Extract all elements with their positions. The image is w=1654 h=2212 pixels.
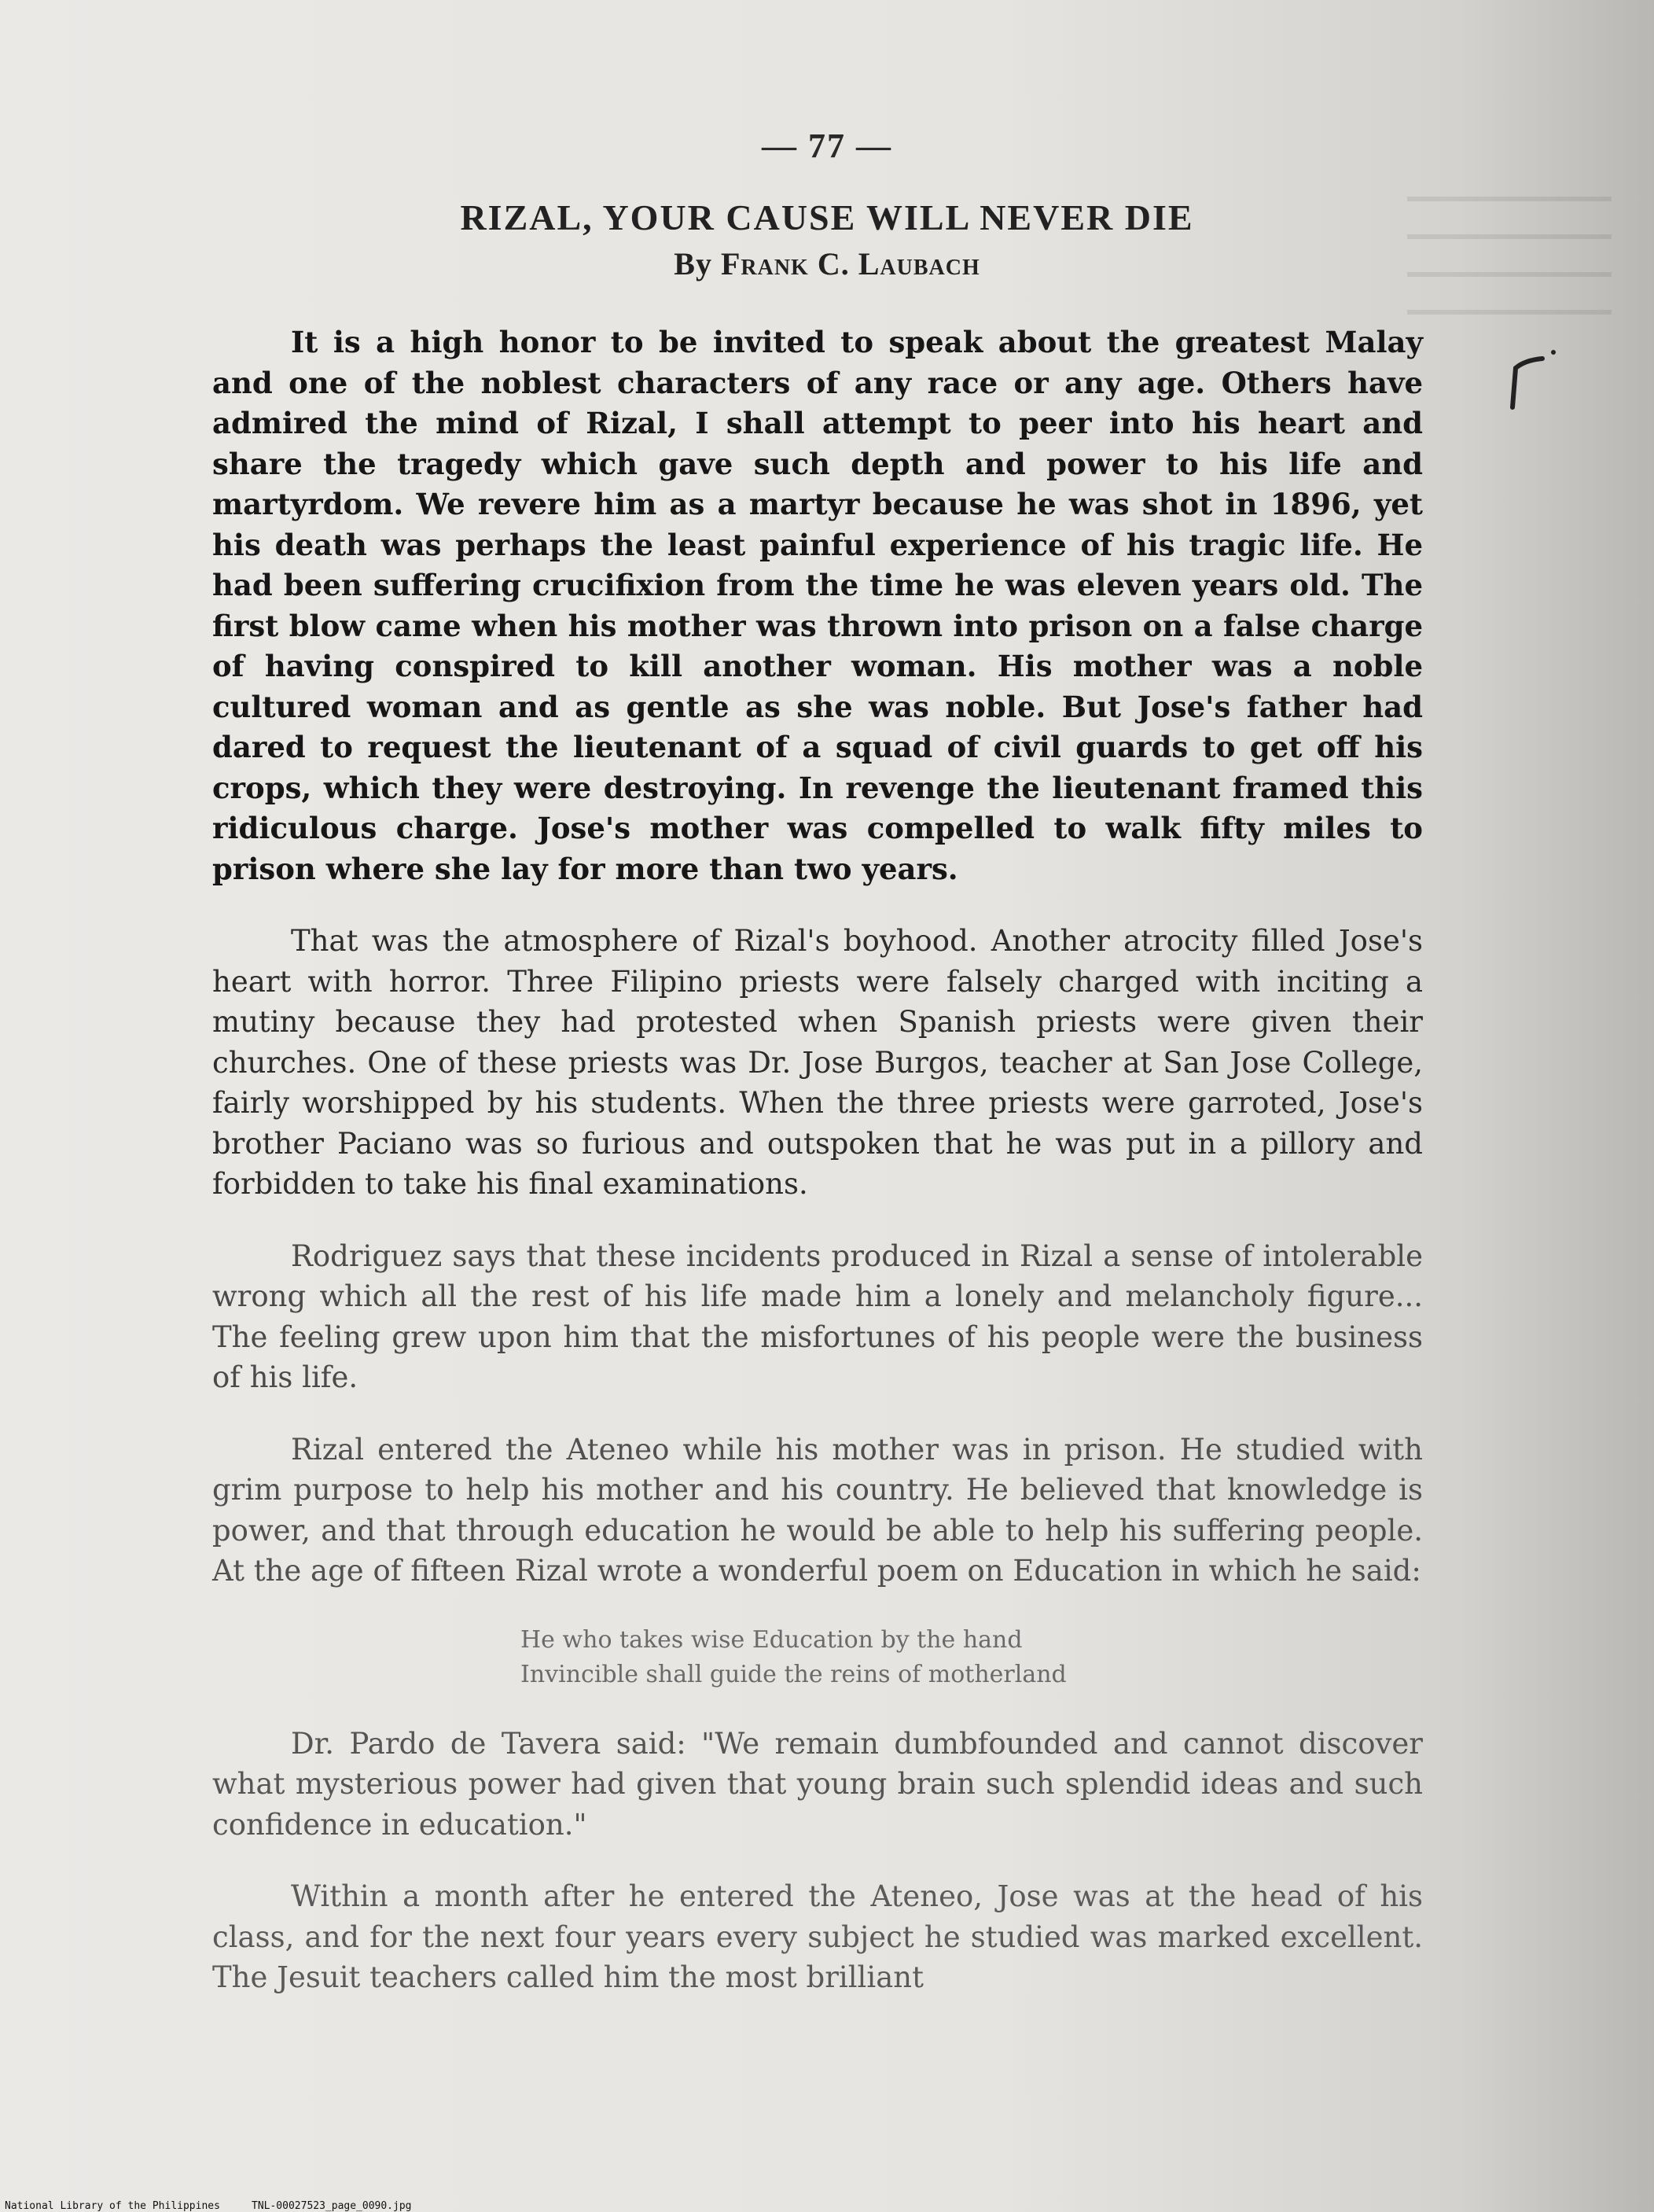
article-body: [212, 315, 1423, 2030]
paragraph-2: That was the atmosphere of Rizal's boyhood. Another atrocity filled Jose's heart with horror. Three Filipino priests were falsely charged with inciting a mutiny because they had protested when Spanish priests were given their churches. One of these priests was Dr. Jose Burgos, teacher at San Jose College, fairly worshipped by his students. When the three priests were garroted, Jose's brother Paciano was so furious and outspoken that he was put in a pillory and forbidden to take his final examinations.: [212, 924, 1423, 1201]
byline-author: Frank C. Laubach: [720, 246, 980, 282]
paragraph-1: It is a high honor to be invited to speak about the greatest Malay and one of the noblest characters of any race or any age. Others have admired the mind of Rizal, I shall attempt to peer into his heart and share the tragedy which gave such depth and power to his life and martyrdom. We revere him as a martyr because he was shot in 1896, yet his death was perhaps the least painful experience of his tragic life. He had been suffering crucifixion from the time he was eleven years old. The first blow came when his mother was thrown into prison on a false charge of having conspired to kill another woman. His mother was a noble cultured woman and as gentle as she was noble. But Jose's father had dared to request the lieutenant of a squad of civil guards to get off his crops, which they were destroying. In revenge the lieutenant framed this ridiculous charge. Jose's mother was compelled to walk fifty miles to prison where she lay for more than two years.: [212, 325, 1423, 886]
paragraph-3: Rodriguez says that these incidents produced in Rizal a sense of intolerable wrong which all the rest of his life made him a lonely and melancholy figure... The feeling grew upon him that the misfortunes of his people were the business of his life.: [212, 1238, 1423, 1394]
footer-library: National Library of the Philippines: [5, 2200, 220, 2212]
poem-line-1: He who takes wise Education by the hand: [520, 1625, 1023, 1654]
poem-line-2: Invincible shall guide the reins of motherland: [520, 1660, 1067, 1688]
article-title: RIZAL, YOUR CAUSE WILL NEVER DIE: [460, 197, 1194, 237]
byline: [0, 245, 1654, 282]
poem-quote: [520, 1623, 1423, 1692]
paragraph-5: Dr. Pardo de Tavera said: "We remain dumbfounded and cannot discover what mysterious power had given that young brain such splendid ideas and such confidence in education.": [212, 1726, 1423, 1842]
page-number: — 77 —: [762, 127, 892, 165]
margin-pen-mark: [1501, 346, 1557, 417]
paragraph-6: Within a month after he entered the Ateneo, Jose was at the head of his class, and for the next four years every subject he studied was marked excellent. The Jesuit teachers called him the most brilliant: [212, 1879, 1423, 1994]
footer-filename: TNL-00027523_page_0090.jpg: [252, 2200, 412, 2212]
byline-prefix: By: [674, 246, 712, 282]
paragraph-4: Rizal entered the Ateneo while his mother was in prison. He studied with grim purpose to help his mother and his country. He believed that knowledge is power, and that through education he would be able to help his suffering people. At the age of fifteen Rizal wrote a wonderful poem on Education in which he said:: [212, 1432, 1423, 1588]
